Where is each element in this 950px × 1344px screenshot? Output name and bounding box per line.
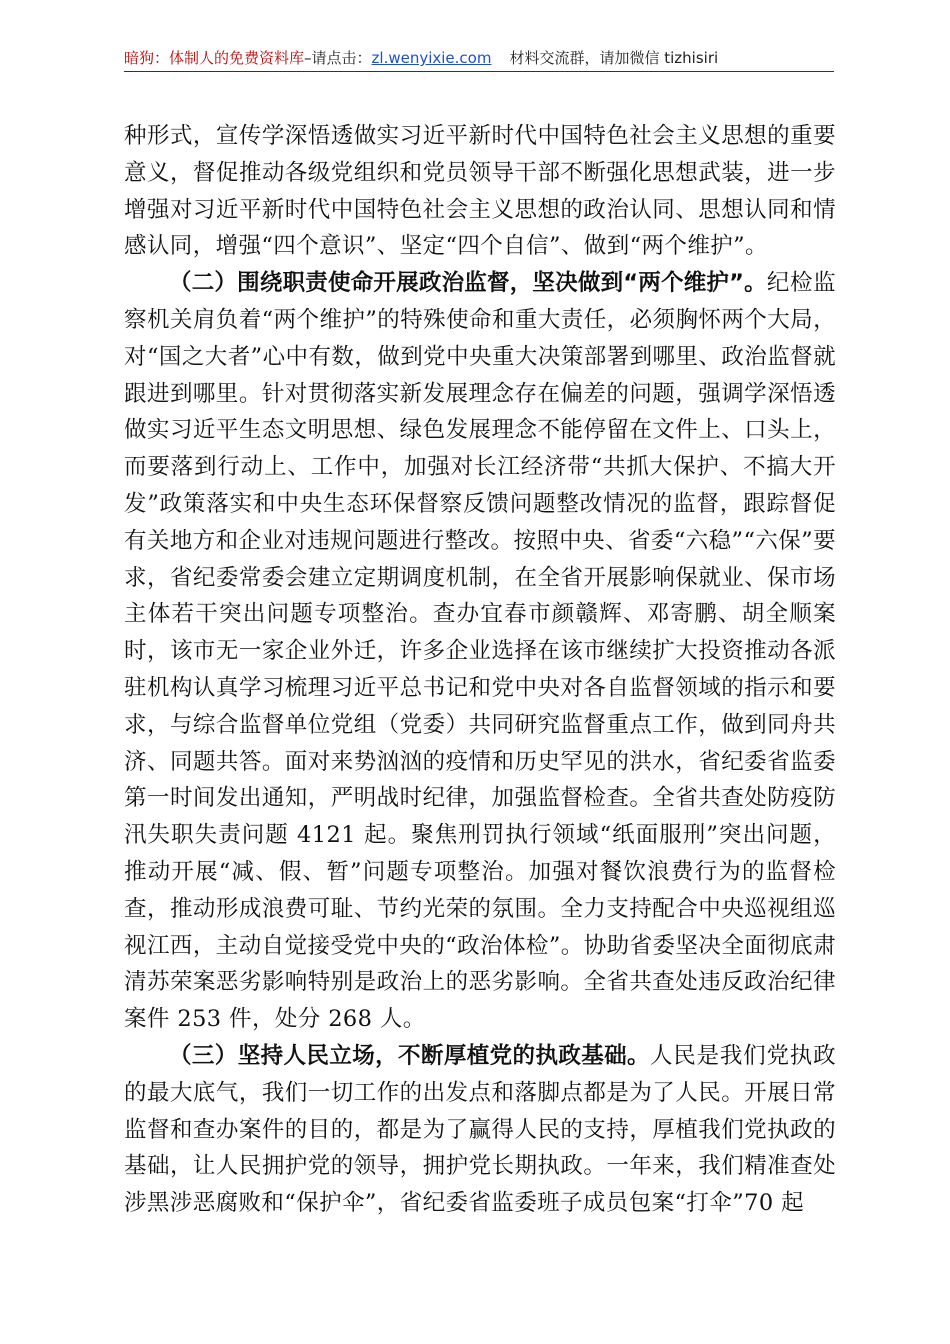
header-note: 材料交流群，请加微信 tizhisiri (509, 49, 719, 67)
section-heading: （三）坚持人民立场，不断厚植党的执政基础。 (169, 1042, 650, 1069)
paragraph-text: 种形式，宣传学深悟透做实习近平新时代中国特色社会主义思想的重要意义，督促推动各级党组织和党员领导干部不断强化思想武装，进一步增强对习近平新时代中国特色社会主义思想的政治认同、思想认同和情感认同，增强“四个意识”、坚定“四个自信”、做到“两个维护”。 (124, 123, 836, 260)
paragraph-text: 人民是我们党执政的最大底气，我们一切工作的出发点和落脚点都是为了人民。开展日常监督和查办案件的目的，都是为了赢得人民的支持，厚植我们党执政的基础，让人民拥护党的领导，拥护党长期执政。一年来，我们精准查处涉黑涉恶腐败和“保护伞”，省纪委省监委班子成员包案“打伞”70 起 (124, 1042, 836, 1217)
header-link[interactable]: zl.wenyixie.com (371, 49, 492, 67)
section-heading: （二）围绕职责使命开展政治监督，坚决做到“两个维护”。 (169, 270, 767, 297)
page-header (124, 46, 834, 70)
paragraph-text: 纪检监察机关肩负着“两个维护”的特殊使命和重大责任，必须胸怀两个大局，对“国之大者”心中有数，做到党中央重大决策部署到哪里、政治监督就跟进到哪里。针对贯彻落实新发展理念存在偏差的问题，强调学深悟透做实习近平生态文明思想、绿色发展理念不能停留在文件上、口头上，而要落到行动上、工作中，加强对长江经济带“共抓大保护、不搞大开发”政策落实和中央生态环保督察反馈问题整改情况的监督，跟踪督促有关地方和企业对违规问题进行整改。按照中央、省委“六稳”“六保”要求，省纪委常委会建立定期调度机制，在全省开展影响保就业、保市场主体若干突出问题专项整治。查办宜春市颜赣辉、邓寄鹏、胡全顺案时，该市无一家企业外迁，许多企业选择在该市继续扩大投资推动各派驻机构认真学习梳理习近平总书记和党中央对各自监督领域的指示和要求，与综合监督单位党组（党委）共同研究监督重点工作，做到同舟共济、同题共答。面对来势汹汹的疫情和历史罕见的洪水，省纪委省监委第一时间发出通知，严明战时纪律，加强监督检查。全省共查处防疫防汛失职失责问题 4121 起。聚焦刑罚执行领域“纸面服刑”突出问题，推动开展“减、假、暂”问题专项整治。加强对餐饮浪费行为的监督检查，推动形成浪费可耻、节约光荣的氛围。全力支持配合中央巡视组巡视江西，主动自觉接受党中央的“政治体检”。协助省委坚决全面彻底肃清苏荣案恶劣影响特别是政治上的恶劣影响。全省共查处违反政治纪律案件 253 件，处分 268 人。 (124, 270, 837, 1033)
header-prompt: –请点击： (304, 49, 372, 67)
header-divider (124, 71, 834, 72)
document-body (124, 118, 836, 1222)
paragraph-section-3 (124, 1038, 836, 1222)
paragraph-section-2 (124, 265, 836, 1038)
header-brand: 暗狗：体制人的免费资料库 (124, 49, 305, 67)
paragraph-continuation (124, 118, 836, 265)
